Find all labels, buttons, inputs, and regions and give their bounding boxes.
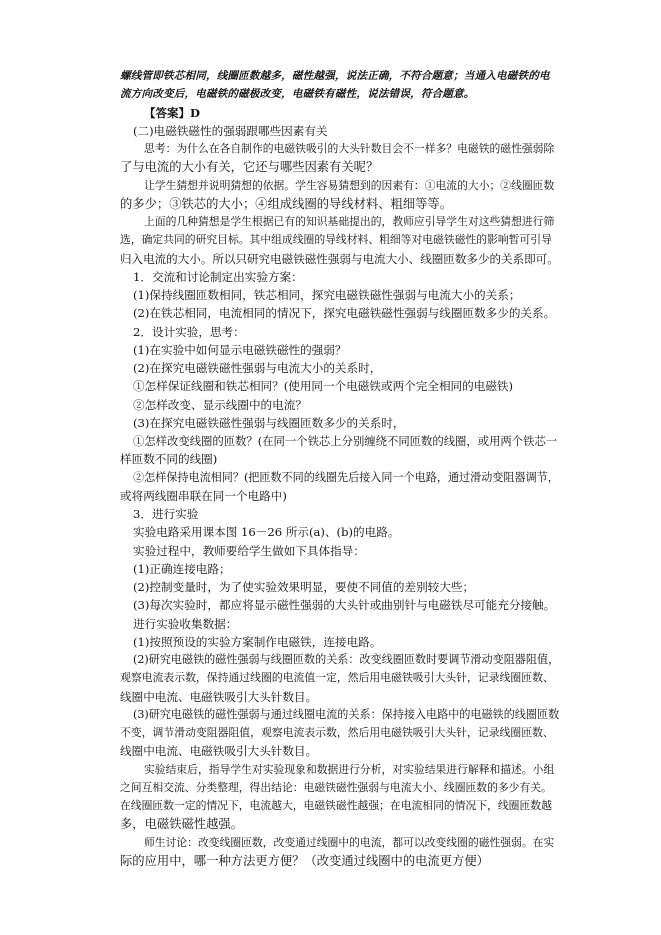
text-line: 实验过程中，教师要给学生做如下具体指导： — [133, 543, 365, 558]
text-line: 线圈中电流、电磁铁吸引大头针数目。 — [120, 689, 318, 704]
text-line: 或将两线圈串联在同一个电路中) — [120, 488, 287, 503]
text-line: ②怎样保持电流相同？(把匝数不同的线圈先后接入同一个电路，通过滑动变阻器调节， — [133, 470, 559, 484]
text-line: (二)电磁铁磁性的强弱跟哪些因素有关 — [133, 123, 328, 138]
text-line: 观察电流表示数，保持通过线圈的电流值一定，然后用电磁铁吸引大头针，记录线圈匝数、 — [120, 671, 554, 685]
text-line: (1)在实验中如何显示电磁铁磁性的强弱？ — [133, 342, 347, 357]
text-line: (1)正确连接电路； — [133, 561, 231, 576]
text-line: 进行实验收集数据： — [133, 616, 238, 631]
text-line: 螺线管即铁芯相同，线圈匝数越多，磁性越强，说法正确，不符合题意；当通入电磁铁的电 — [120, 70, 550, 82]
text-line: 【答案】D — [144, 105, 200, 120]
text-line: 上面的几种猜想是学生根据已有的知识基础提出的，教师应引导学生对这些猜想进行筛 — [144, 215, 555, 228]
text-line: 选，确定共同的研究目标。其中组成线圈的导线材料、粗细等对电磁铁磁性的影响暂可引导 — [120, 233, 552, 247]
text-line: 样匝数不同的线圈) — [120, 452, 218, 467]
text-line: 师生讨论：改变线圈匝数，改变通过线圈中的电流，都可以改变线圈的磁性强弱。在实 — [144, 835, 555, 849]
text-line: 3．进行实验 — [133, 507, 199, 521]
text-line: (2)在探究电磁铁磁性强弱与电流大小的关系时， — [133, 361, 382, 375]
text-line: ①怎样保证线圈和铁芯相同？(使用同一个电磁铁或两个完全相同的电磁铁) — [133, 379, 514, 394]
text-line: 了与电流的大小有关，它还与哪些因素有关呢？ — [120, 160, 379, 175]
text-line: 线圈中电流、电磁铁吸引大头针数目。 — [120, 744, 318, 759]
text-line: 实验结束后，指导学生对实验现象和数据进行分析，对实验结果进行解释和描述。小组 — [144, 762, 555, 776]
text-line: 实验电路采用课本图 16－26 所示(a)、(b)的电路。 — [133, 525, 400, 540]
text-line: (1)保持线圈匝数相同，铁芯相同，探究电磁铁磁性强弱与电流大小的关系； — [133, 288, 521, 302]
text-line: 际的应用中，哪一种方法更方便？（改变通过线圈中的电流更方便） — [120, 853, 489, 868]
text-line: (2)在铁芯相同，电流相同的情况下，探究电磁铁磁性强弱与线圈匝数多少的关系。 — [133, 306, 556, 321]
text-line: (3)每次实验时，都应将显示磁性强弱的大头针或曲别针与电磁铁尽可能充分接触。 — [133, 598, 556, 613]
text-line: 之间互相交流、分类整理，得出结论：电磁铁磁性强弱与电流大小、线圈匝数的多少有关。 — [120, 780, 552, 794]
text-line: 归入电流的大小。所以只研究电磁铁磁性强弱与电流大小、线圈匝数多少的关系即可。 — [120, 251, 559, 266]
text-line: 不变，调节滑动变阻器阻值，观察电流表示数，然后用电磁铁吸引大头针，记录线圈匝数、 — [120, 726, 554, 739]
document-body — [120, 67, 560, 870]
text-line: ①怎样改变线圈的匝数？(在同一个铁芯上分别缠绕不同匝数的线圈，或用两个铁芯一 — [133, 434, 558, 448]
text-line: 思考：为什么在各自制作的电磁铁吸引的大头针数目会不一样多？电磁铁的磁性强弱除 — [144, 142, 555, 155]
text-line: 在线圈匝数一定的情况下，电流越大，电磁铁磁性越强；在电流相同的情况下，线圈匝数越 — [120, 799, 552, 812]
text-line: 多，电磁铁磁性越强。 — [120, 817, 243, 832]
text-line: (2)控制变量时，为了使实验效果明显，要使不同值的差别较大些； — [133, 580, 475, 594]
text-line: ②怎样改变、显示线圈中的电流？ — [133, 397, 307, 412]
text-line: (3)在探究电磁铁磁性强弱与线圈匝数多少的关系时， — [133, 415, 405, 430]
text-line: 流方向改变后，电磁铁的磁极改变，电磁铁有磁性，说法错误，符合题意。 — [120, 88, 475, 101]
text-line: 让学生猜想并说明猜想的依据。学生容易猜想到的因素有：①电流的大小；②线圈匝数 — [144, 178, 555, 192]
text-line: (2)研究电磁铁的磁性强弱与线圈匝数的关系：改变线圈匝数时要调节滑动变阻器阻值， — [133, 653, 560, 666]
text-line: 2．设计实验，思考： — [133, 324, 245, 339]
text-line: (3)研究电磁铁的磁性强弱与通过线圈电流的关系：保持接入电路中的电磁铁的线圈匝数 — [133, 707, 560, 721]
text-line: 1．交流和讨论制定出实验方案： — [133, 269, 303, 284]
text-line: (1)按照预设的实验方案制作电磁铁，连接电路。 — [133, 634, 382, 649]
text-line: 的多少；③铁芯的大小；④组成线圈的导线材料、粗细等等。 — [120, 196, 453, 211]
